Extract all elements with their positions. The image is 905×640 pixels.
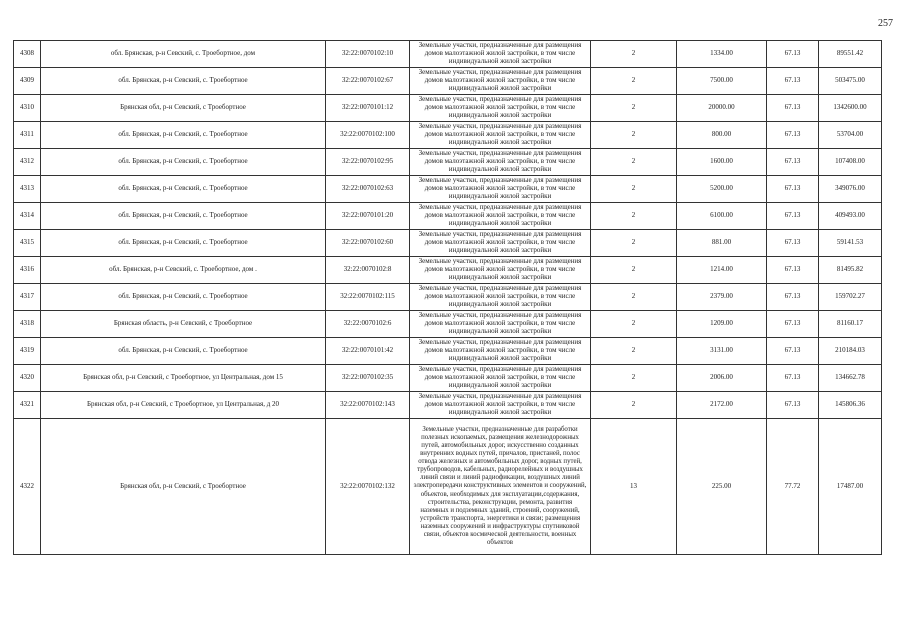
cadastral-value-cell: 81160.17: [819, 311, 882, 338]
address-cell: Брянская обл, р-н Севский, с Троебортное, ул Центральная, дом 15: [41, 365, 326, 392]
address-cell: Брянская обл, р-н Севский, с Троебортное: [41, 419, 326, 555]
group-code-cell: 2: [591, 311, 677, 338]
cadastral-number-cell: 32:22:0070102:10: [326, 41, 410, 68]
specific-value-cell: 67.13: [767, 176, 819, 203]
cadastral-number-cell: 32:22:0070102:100: [326, 122, 410, 149]
cadastral-value-cell: 17487.00: [819, 419, 882, 555]
land-use-description-cell: Земельные участки, предназначенные для размещения домов малоэтажной жилой застройки, в том числе индивидуальной жилой застройки: [410, 41, 591, 68]
land-use-description-cell: Земельные участки, предназначенные для размещения домов малоэтажной жилой застройки, в том числе индивидуальной жилой застройки: [410, 311, 591, 338]
cadastral-value-table: [13, 40, 882, 555]
area-cell: 225.00: [677, 419, 767, 555]
area-cell: 1334.00: [677, 41, 767, 68]
table-row: [14, 68, 882, 95]
cadastral-number-cell: 32:22:0070102:60: [326, 230, 410, 257]
cadastral-value-cell: 53704.00: [819, 122, 882, 149]
specific-value-cell: 67.13: [767, 149, 819, 176]
land-use-description-cell: Земельные участки, предназначенные для размещения домов малоэтажной жилой застройки, в том числе индивидуальной жилой застройки: [410, 365, 591, 392]
row-number-cell: 4317: [14, 284, 41, 311]
table-row: [14, 284, 882, 311]
table-row: [14, 338, 882, 365]
cadastral-number-cell: 32:22:0070101:42: [326, 338, 410, 365]
address-cell: обл. Брянская, р-н Севский, с. Троебортное: [41, 338, 326, 365]
row-number-cell: 4311: [14, 122, 41, 149]
row-number-cell: 4308: [14, 41, 41, 68]
land-use-description-cell: Земельные участки, предназначенные для разработки полезных ископаемых, размещения железнодорожных путей, автомобильных дорог, искусственно созданных внутренних водных путей, причалов, пристаней, полос отвода железных и автомобильных дорог, водных путей, трубопроводов, кабельных, радиорелейных и воздушных линий связи и линий радиофикации, воздушных линий электропередачи конструктивных элементов и сооружений, объектов, необходимых для эксплуатации,содержания, строительства, реконструкции, ремонта, развития наземных и подземных зданий, строений, сооружений, устройств транспорта, энергетики и связи; размещения наземных сооружений и инфраструктуры спутниковой связи, объектов космической деятельности, военных объектов: [410, 419, 591, 555]
address-cell: обл. Брянская, р-н Севский, с. Троебортное: [41, 203, 326, 230]
table-row: [14, 230, 882, 257]
table-row: [14, 122, 882, 149]
cadastral-value-cell: 81495.82: [819, 257, 882, 284]
cadastral-value-cell: 159702.27: [819, 284, 882, 311]
specific-value-cell: 67.13: [767, 203, 819, 230]
land-use-description-cell: Земельные участки, предназначенные для размещения домов малоэтажной жилой застройки, в том числе индивидуальной жилой застройки: [410, 203, 591, 230]
cadastral-value-cell: 210184.03: [819, 338, 882, 365]
area-cell: 3131.00: [677, 338, 767, 365]
group-code-cell: 2: [591, 149, 677, 176]
row-number-cell: 4316: [14, 257, 41, 284]
table-row: [14, 257, 882, 284]
page-number: 257: [878, 18, 893, 29]
area-cell: 2006.00: [677, 365, 767, 392]
group-code-cell: 2: [591, 68, 677, 95]
table-body: [14, 41, 882, 555]
group-code-cell: 2: [591, 230, 677, 257]
group-code-cell: 2: [591, 176, 677, 203]
area-cell: 5200.00: [677, 176, 767, 203]
cadastral-number-cell: 32:22:0070102:67: [326, 68, 410, 95]
land-use-description-cell: Земельные участки, предназначенные для размещения домов малоэтажной жилой застройки, в том числе индивидуальной жилой застройки: [410, 122, 591, 149]
area-cell: 1600.00: [677, 149, 767, 176]
row-number-cell: 4312: [14, 149, 41, 176]
cadastral-value-cell: 107408.00: [819, 149, 882, 176]
group-code-cell: 2: [591, 392, 677, 419]
address-cell: Брянская обл, р-н Севский, с Троебортное: [41, 95, 326, 122]
address-cell: обл. Брянская, р-н Севский, с. Троебортное: [41, 284, 326, 311]
specific-value-cell: 67.13: [767, 122, 819, 149]
cadastral-number-cell: 32:22:0070102:132: [326, 419, 410, 555]
table-row: [14, 95, 882, 122]
row-number-cell: 4310: [14, 95, 41, 122]
address-cell: обл. Брянская, р-н Севский, с. Троебортное: [41, 176, 326, 203]
address-cell: Брянская область, р-н Севский, с Троебортное: [41, 311, 326, 338]
area-cell: 1209.00: [677, 311, 767, 338]
table-row: [14, 419, 882, 555]
address-cell: обл. Брянская, р-н Севский, с. Троебортное: [41, 68, 326, 95]
cadastral-number-cell: 32:22:0070102:35: [326, 365, 410, 392]
cadastral-number-cell: 32:22:0070102:8: [326, 257, 410, 284]
group-code-cell: 2: [591, 338, 677, 365]
cadastral-value-cell: 59141.53: [819, 230, 882, 257]
row-number-cell: 4321: [14, 392, 41, 419]
area-cell: 2379.00: [677, 284, 767, 311]
cadastral-number-cell: 32:22:0070101:12: [326, 95, 410, 122]
specific-value-cell: 77.72: [767, 419, 819, 555]
specific-value-cell: 67.13: [767, 257, 819, 284]
group-code-cell: 2: [591, 203, 677, 230]
land-use-description-cell: Земельные участки, предназначенные для размещения домов малоэтажной жилой застройки, в том числе индивидуальной жилой застройки: [410, 149, 591, 176]
row-number-cell: 4309: [14, 68, 41, 95]
row-number-cell: 4313: [14, 176, 41, 203]
land-use-description-cell: Земельные участки, предназначенные для размещения домов малоэтажной жилой застройки, в том числе индивидуальной жилой застройки: [410, 284, 591, 311]
land-use-description-cell: Земельные участки, предназначенные для размещения домов малоэтажной жилой застройки, в том числе индивидуальной жилой застройки: [410, 176, 591, 203]
land-use-description-cell: Земельные участки, предназначенные для размещения домов малоэтажной жилой застройки, в том числе индивидуальной жилой застройки: [410, 230, 591, 257]
specific-value-cell: 67.13: [767, 392, 819, 419]
land-use-description-cell: Земельные участки, предназначенные для размещения домов малоэтажной жилой застройки, в том числе индивидуальной жилой застройки: [410, 68, 591, 95]
group-code-cell: 2: [591, 122, 677, 149]
row-number-cell: 4319: [14, 338, 41, 365]
table-row: [14, 311, 882, 338]
address-cell: обл. Брянская, р-н Севский, с. Троебортное, дом: [41, 41, 326, 68]
cadastral-number-cell: 32:22:0070102:143: [326, 392, 410, 419]
cadastral-value-cell: 134662.78: [819, 365, 882, 392]
cadastral-value-cell: 409493.00: [819, 203, 882, 230]
land-use-description-cell: Земельные участки, предназначенные для размещения домов малоэтажной жилой застройки, в том числе индивидуальной жилой застройки: [410, 95, 591, 122]
group-code-cell: 13: [591, 419, 677, 555]
specific-value-cell: 67.13: [767, 41, 819, 68]
land-use-description-cell: Земельные участки, предназначенные для размещения домов малоэтажной жилой застройки, в том числе индивидуальной жилой застройки: [410, 392, 591, 419]
address-cell: обл. Брянская, р-н Севский, с. Троебортное: [41, 230, 326, 257]
specific-value-cell: 67.13: [767, 68, 819, 95]
group-code-cell: 2: [591, 365, 677, 392]
cadastral-number-cell: 32:22:0070102:115: [326, 284, 410, 311]
row-number-cell: 4315: [14, 230, 41, 257]
address-cell: обл. Брянская, р-н Севский, с. Троебортное: [41, 122, 326, 149]
area-cell: 881.00: [677, 230, 767, 257]
cadastral-value-cell: 1342600.00: [819, 95, 882, 122]
table-row: [14, 203, 882, 230]
table-row: [14, 41, 882, 68]
specific-value-cell: 67.13: [767, 311, 819, 338]
group-code-cell: 2: [591, 257, 677, 284]
land-use-description-cell: Земельные участки, предназначенные для размещения домов малоэтажной жилой застройки, в том числе индивидуальной жилой застройки: [410, 257, 591, 284]
land-use-description-cell: Земельные участки, предназначенные для размещения домов малоэтажной жилой застройки, в том числе индивидуальной жилой застройки: [410, 338, 591, 365]
cadastral-value-cell: 349076.00: [819, 176, 882, 203]
table-row: [14, 365, 882, 392]
area-cell: 2172.00: [677, 392, 767, 419]
cadastral-value-cell: 503475.00: [819, 68, 882, 95]
area-cell: 20000.00: [677, 95, 767, 122]
cadastral-value-cell: 145806.36: [819, 392, 882, 419]
address-cell: обл. Брянская, р-н Севский, с. Троебортное: [41, 149, 326, 176]
cadastral-value-cell: 89551.42: [819, 41, 882, 68]
row-number-cell: 4318: [14, 311, 41, 338]
area-cell: 6100.00: [677, 203, 767, 230]
group-code-cell: 2: [591, 41, 677, 68]
specific-value-cell: 67.13: [767, 230, 819, 257]
area-cell: 800.00: [677, 122, 767, 149]
specific-value-cell: 67.13: [767, 338, 819, 365]
group-code-cell: 2: [591, 284, 677, 311]
table-row: [14, 176, 882, 203]
cadastral-number-cell: 32:22:0070102:95: [326, 149, 410, 176]
table-row: [14, 149, 882, 176]
specific-value-cell: 67.13: [767, 365, 819, 392]
cadastral-number-cell: 32:22:0070102:63: [326, 176, 410, 203]
cadastral-number-cell: 32:22:0070101:20: [326, 203, 410, 230]
area-cell: 1214.00: [677, 257, 767, 284]
group-code-cell: 2: [591, 95, 677, 122]
row-number-cell: 4322: [14, 419, 41, 555]
address-cell: обл. Брянская, р-н Севский, с. Троебортное, дом .: [41, 257, 326, 284]
specific-value-cell: 67.13: [767, 284, 819, 311]
cadastral-number-cell: 32:22:0070102:6: [326, 311, 410, 338]
table-row: [14, 392, 882, 419]
row-number-cell: 4320: [14, 365, 41, 392]
address-cell: Брянская обл, р-н Севский, с Троебортное, ул Центральная, д 20: [41, 392, 326, 419]
specific-value-cell: 67.13: [767, 95, 819, 122]
row-number-cell: 4314: [14, 203, 41, 230]
area-cell: 7500.00: [677, 68, 767, 95]
